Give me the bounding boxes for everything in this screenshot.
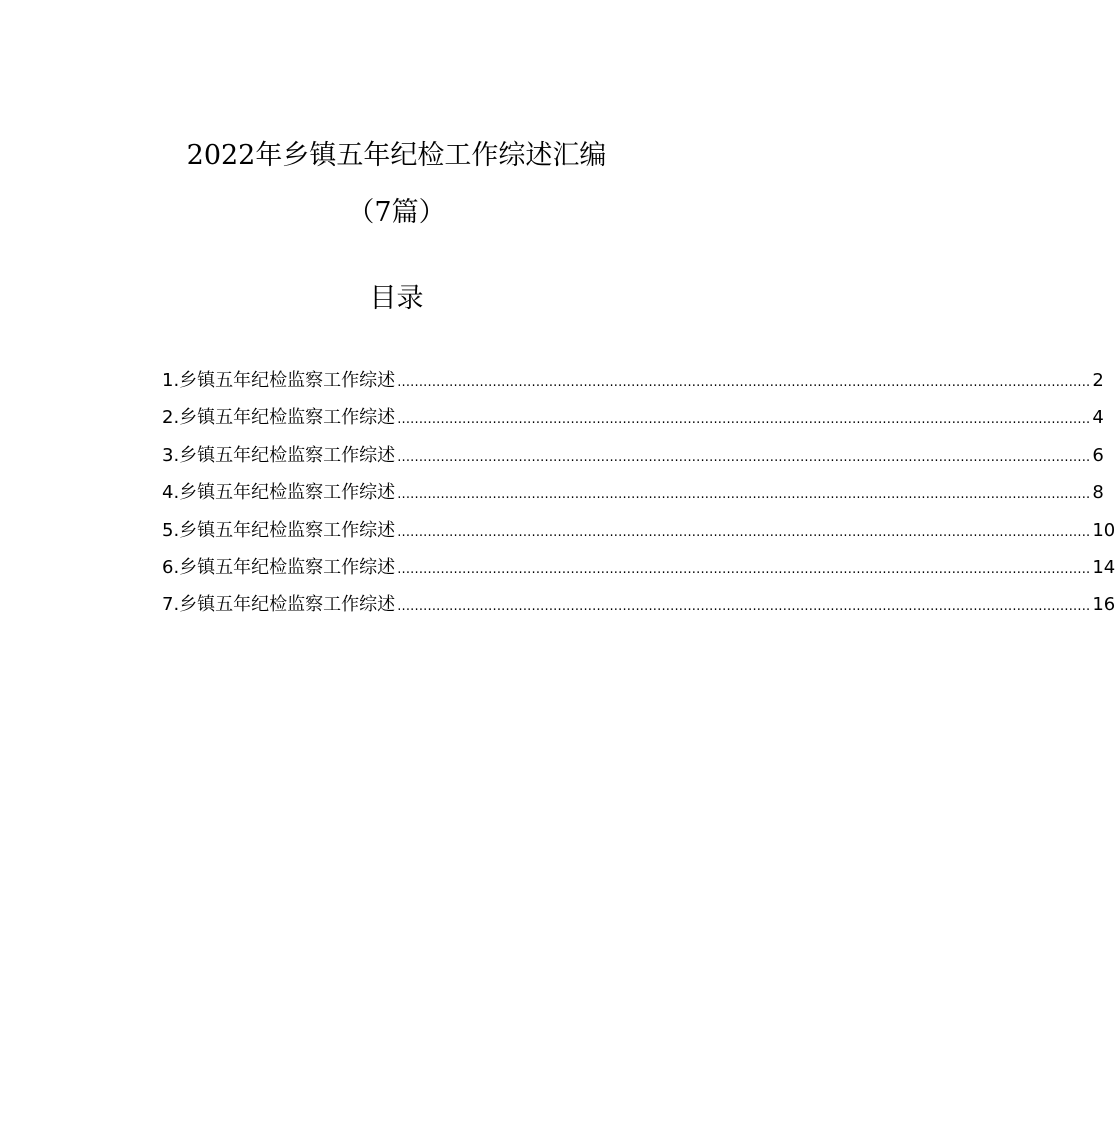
- toc-entry-label: 4.乡镇五年纪检监察工作综述: [162, 482, 396, 504]
- toc-page-number: 6: [1092, 444, 1104, 466]
- toc-page-number: 2: [1092, 370, 1104, 391]
- document-subtitle: （7篇）: [347, 197, 446, 228]
- toc-entry[interactable]: [162, 555, 1115, 592]
- document-title: 2022年乡镇五年纪检工作综述汇编: [186, 140, 607, 171]
- table-of-contents: [162, 368, 1115, 630]
- toc-heading: 目录: [369, 283, 424, 314]
- toc-page-number: 14: [1092, 556, 1115, 578]
- toc-dot-leader: ................................................................................................................................................................: [397, 412, 1091, 428]
- toc-entry-label: 3.乡镇五年纪检监察工作综述: [162, 444, 396, 466]
- toc-entry-label: 2.乡镇五年纪检监察工作综述: [162, 407, 396, 429]
- toc-dot-leader: ................................................................................................................................................................: [397, 375, 1091, 390]
- toc-dot-leader: ................................................................................................................................................................: [397, 487, 1091, 503]
- toc-entry[interactable]: [162, 368, 1104, 405]
- toc-page-number: 4: [1092, 407, 1104, 429]
- toc-entry-label: 7.乡镇五年纪检监察工作综述: [162, 594, 396, 616]
- toc-page-number: 8: [1092, 482, 1104, 504]
- toc-entry[interactable]: [162, 443, 1104, 480]
- toc-entry[interactable]: [162, 592, 1115, 629]
- toc-entry-label: 6.乡镇五年纪检监察工作综述: [162, 556, 396, 578]
- toc-entry[interactable]: [162, 405, 1104, 442]
- toc-entry[interactable]: [162, 480, 1104, 517]
- toc-entry-label: 5.乡镇五年纪检监察工作综述: [162, 519, 396, 541]
- toc-entry-label: 1.乡镇五年纪检监察工作综述: [162, 370, 396, 391]
- toc-entry[interactable]: [162, 518, 1115, 555]
- toc-dot-leader: ................................................................................................................................................................: [397, 561, 1091, 577]
- toc-dot-leader: ................................................................................................................................................................: [397, 599, 1091, 615]
- toc-page-number: 10: [1092, 519, 1115, 541]
- toc-dot-leader: ................................................................................................................................................................: [397, 524, 1091, 540]
- toc-dot-leader: ................................................................................................................................................................: [397, 449, 1091, 465]
- toc-page-number: 16: [1092, 594, 1115, 616]
